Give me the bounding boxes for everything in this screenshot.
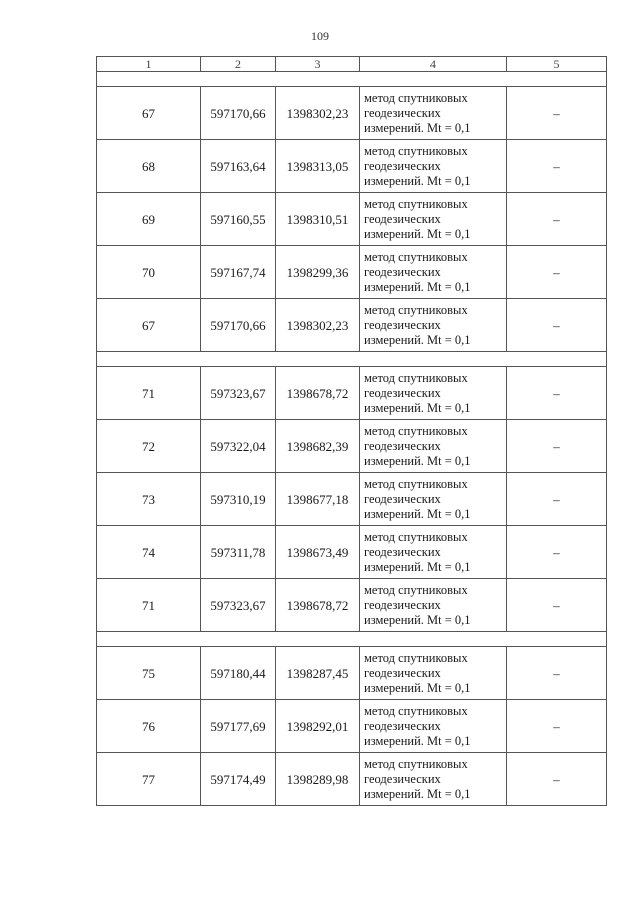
coordinate-x-cell: 597180,44	[201, 647, 276, 700]
point-number-cell: 67	[97, 87, 201, 140]
page-number: 109	[311, 29, 329, 43]
coordinates-table-container	[96, 56, 606, 806]
method-line: измерений. Mt = 0,1	[364, 559, 471, 574]
note-cell: –	[507, 526, 607, 579]
method-line: измерений. Mt = 0,1	[364, 506, 471, 521]
coordinate-y-cell: 1398287,45	[276, 647, 360, 700]
method-cell	[360, 193, 507, 246]
table-row	[97, 193, 607, 246]
coordinate-y-cell: 1398292,01	[276, 700, 360, 753]
note-cell: –	[507, 367, 607, 420]
note-cell: –	[507, 473, 607, 526]
point-number-cell: 75	[97, 647, 201, 700]
method-line: геодезических	[364, 264, 441, 279]
method-line: геодезических	[364, 158, 441, 173]
column-number-header-row	[97, 57, 607, 72]
method-line: геодезических	[364, 597, 441, 612]
coordinate-y-cell: 1398289,98	[276, 753, 360, 806]
method-line: метод спутниковых	[364, 249, 468, 264]
method-line: геодезических	[364, 438, 441, 453]
method-line: геодезических	[364, 544, 441, 559]
note-cell: –	[507, 700, 607, 753]
method-line: геодезических	[364, 211, 441, 226]
note-cell: –	[507, 246, 607, 299]
table-row	[97, 299, 607, 352]
point-number-cell: 74	[97, 526, 201, 579]
coordinate-y-cell: 1398678,72	[276, 579, 360, 632]
group-separator-cell	[97, 72, 607, 87]
method-cell	[360, 526, 507, 579]
method-cell	[360, 420, 507, 473]
point-number-cell: 68	[97, 140, 201, 193]
table-row	[97, 367, 607, 420]
table-row	[97, 140, 607, 193]
method-line: измерений. Mt = 0,1	[364, 332, 471, 347]
note-cell: –	[507, 420, 607, 473]
table-row	[97, 753, 607, 806]
point-number-cell: 67	[97, 299, 201, 352]
table-row	[97, 473, 607, 526]
point-number-cell: 69	[97, 193, 201, 246]
point-number-cell: 72	[97, 420, 201, 473]
method-line: геодезических	[364, 385, 441, 400]
method-cell	[360, 579, 507, 632]
method-cell	[360, 246, 507, 299]
method-cell	[360, 299, 507, 352]
point-number-cell: 71	[97, 579, 201, 632]
note-cell: –	[507, 193, 607, 246]
group-separator-cell	[97, 632, 607, 647]
note-cell: –	[507, 647, 607, 700]
coordinate-y-cell: 1398677,18	[276, 473, 360, 526]
point-number-cell: 70	[97, 246, 201, 299]
method-line: геодезических	[364, 105, 441, 120]
method-line: метод спутниковых	[364, 302, 468, 317]
method-line: метод спутниковых	[364, 650, 468, 665]
method-line: метод спутниковых	[364, 423, 468, 438]
coordinate-y-cell: 1398302,23	[276, 299, 360, 352]
point-number-cell: 73	[97, 473, 201, 526]
column-number-4: 4	[360, 57, 507, 72]
group-separator-row	[97, 72, 607, 87]
point-number-cell: 76	[97, 700, 201, 753]
method-line: метод спутниковых	[364, 143, 468, 158]
column-number-3: 3	[276, 57, 360, 72]
column-number-5: 5	[507, 57, 607, 72]
method-line: измерений. Mt = 0,1	[364, 612, 471, 627]
method-line: измерений. Mt = 0,1	[364, 173, 471, 188]
coordinate-x-cell: 597311,78	[201, 526, 276, 579]
method-line: геодезических	[364, 491, 441, 506]
coordinate-x-cell: 597322,04	[201, 420, 276, 473]
method-cell	[360, 367, 507, 420]
coordinate-x-cell: 597160,55	[201, 193, 276, 246]
note-cell: –	[507, 299, 607, 352]
note-cell: –	[507, 579, 607, 632]
group-separator-cell	[97, 352, 607, 367]
table-row	[97, 420, 607, 473]
method-line: измерений. Mt = 0,1	[364, 453, 471, 468]
group-separator-row	[97, 352, 607, 367]
table-row	[97, 579, 607, 632]
method-cell	[360, 753, 507, 806]
method-line: метод спутниковых	[364, 756, 468, 771]
table-row	[97, 246, 607, 299]
method-cell	[360, 700, 507, 753]
coordinates-table-body	[97, 57, 607, 806]
coordinate-x-cell: 597177,69	[201, 700, 276, 753]
coordinate-x-cell: 597310,19	[201, 473, 276, 526]
method-line: измерений. Mt = 0,1	[364, 279, 471, 294]
coordinate-x-cell: 597174,49	[201, 753, 276, 806]
method-line: измерений. Mt = 0,1	[364, 226, 471, 241]
coordinate-y-cell: 1398678,72	[276, 367, 360, 420]
method-line: измерений. Mt = 0,1	[364, 400, 471, 415]
coordinate-y-cell: 1398299,36	[276, 246, 360, 299]
coordinate-x-cell: 597323,67	[201, 367, 276, 420]
group-separator-row	[97, 632, 607, 647]
method-line: метод спутниковых	[364, 529, 468, 544]
table-row	[97, 526, 607, 579]
coordinate-x-cell: 597167,74	[201, 246, 276, 299]
coordinate-y-cell: 1398310,51	[276, 193, 360, 246]
coordinate-y-cell: 1398682,39	[276, 420, 360, 473]
method-line: геодезических	[364, 665, 441, 680]
table-row	[97, 647, 607, 700]
method-line: измерений. Mt = 0,1	[364, 786, 471, 801]
note-cell: –	[507, 140, 607, 193]
point-number-cell: 77	[97, 753, 201, 806]
method-cell	[360, 647, 507, 700]
method-line: метод спутниковых	[364, 90, 468, 105]
coordinate-y-cell: 1398313,05	[276, 140, 360, 193]
method-line: измерений. Mt = 0,1	[364, 733, 471, 748]
coordinate-x-cell: 597170,66	[201, 87, 276, 140]
coordinate-y-cell: 1398673,49	[276, 526, 360, 579]
note-cell: –	[507, 87, 607, 140]
method-cell	[360, 87, 507, 140]
method-line: геодезических	[364, 718, 441, 733]
coordinate-x-cell: 597163,64	[201, 140, 276, 193]
method-cell	[360, 140, 507, 193]
coordinate-x-cell: 597170,66	[201, 299, 276, 352]
method-line: метод спутниковых	[364, 196, 468, 211]
method-line: метод спутниковых	[364, 476, 468, 491]
method-line: геодезических	[364, 317, 441, 332]
method-line: геодезических	[364, 771, 441, 786]
method-line: метод спутниковых	[364, 582, 468, 597]
coordinate-y-cell: 1398302,23	[276, 87, 360, 140]
method-cell	[360, 473, 507, 526]
coordinates-table	[96, 56, 607, 806]
method-line: метод спутниковых	[364, 703, 468, 718]
method-line: измерений. Mt = 0,1	[364, 120, 471, 135]
coordinate-x-cell: 597323,67	[201, 579, 276, 632]
column-number-2: 2	[201, 57, 276, 72]
point-number-cell: 71	[97, 367, 201, 420]
table-row	[97, 87, 607, 140]
column-number-1: 1	[97, 57, 201, 72]
table-row	[97, 700, 607, 753]
method-line: метод спутниковых	[364, 370, 468, 385]
method-line: измерений. Mt = 0,1	[364, 680, 471, 695]
note-cell: –	[507, 753, 607, 806]
